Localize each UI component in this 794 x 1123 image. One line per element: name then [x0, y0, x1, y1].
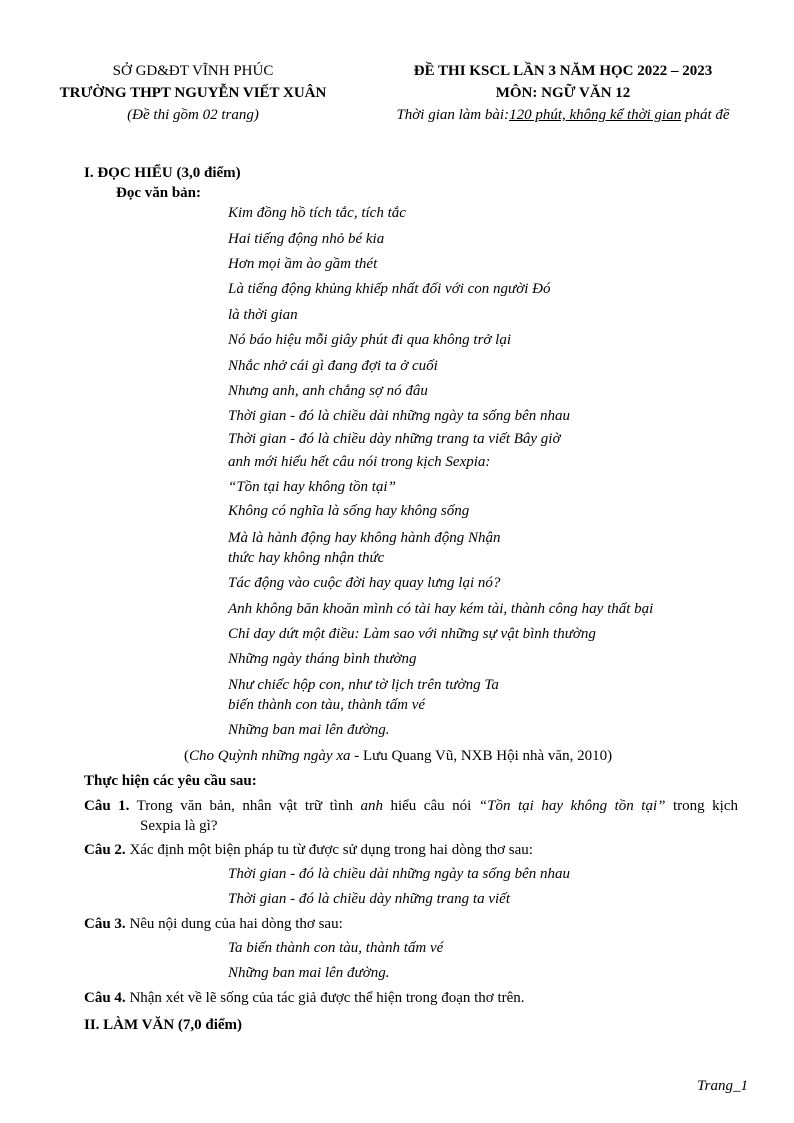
- question-1-text-c: trong kịch: [665, 798, 738, 814]
- question-3-verse: Những ban mai lên đường.: [228, 965, 390, 981]
- header-right: [378, 60, 748, 126]
- school-name: TRƯỜNG THPT NGUYỄN VIẾT XUÂN: [59, 85, 327, 101]
- poem-line: biến thành con tàu, thành tấm vé: [228, 697, 426, 713]
- poem-line: Hơn mọi ầm ào gầm thét: [228, 256, 378, 272]
- question-3-label: Câu 3.: [84, 916, 126, 932]
- poem-line: Thời gian - đó là chiều dài những ngày ta sống bên nhau: [228, 408, 570, 424]
- department-name: SỞ GD&ĐT VĨNH PHÚC: [112, 63, 274, 79]
- source-rest: - Lưu Quang Vũ, NXB Hội nhà văn, 2010): [350, 748, 613, 764]
- question-1-text-b: hiểu câu nói: [382, 798, 479, 814]
- question-4: [84, 988, 525, 1008]
- poem-line: Những ngày tháng bình thường: [228, 651, 417, 667]
- question-1-label: Câu 1.: [84, 798, 130, 814]
- question-2-verse: Thời gian - đó là chiều dài những ngày ta sống bên nhau: [228, 866, 570, 882]
- poem-line: là thời gian: [228, 307, 298, 323]
- section-2-title: II. LÀM VĂN (7,0 điểm): [84, 1017, 243, 1033]
- poem-line: anh mới hiểu hết câu nói trong kịch Sexpia:: [228, 454, 491, 470]
- time-value: 120 phút, không kể thời gian: [509, 107, 682, 123]
- source-title: Cho Quỳnh những ngày xa: [189, 748, 351, 764]
- pages-note: (Đề thi gồm 02 trang): [127, 107, 259, 123]
- poem-line: thức hay không nhận thức: [228, 550, 385, 566]
- read-label: Đọc văn bản:: [116, 185, 202, 201]
- poem-line: Thời gian - đó là chiều dày những trang ta viết Bây giờ: [228, 431, 561, 447]
- subject: MÔN: NGỮ VĂN 12: [495, 85, 631, 101]
- poem-line: Không có nghĩa là sống hay không sống: [228, 503, 470, 519]
- poem-line: Nhắc nhở cái gì đang đợi ta ở cuối: [228, 358, 438, 374]
- poem-line: Tác động vào cuộc đời hay quay lưng lại nó?: [228, 575, 501, 591]
- poem-line: “Tồn tại hay không tồn tại”: [228, 479, 396, 495]
- question-1-anh: anh: [360, 798, 383, 814]
- tasks-label: Thực hiện các yêu cầu sau:: [84, 773, 257, 789]
- page-number: Trang_1: [697, 1078, 748, 1094]
- question-2-label: Câu 2.: [84, 842, 126, 858]
- poem-line: Những ban mai lên đường.: [228, 722, 390, 738]
- question-1-continuation: Sexpia là gì?: [140, 818, 218, 834]
- poem-line: Anh không băn khoăn mình có tài hay kém tài, thành công hay thất bại: [228, 601, 654, 617]
- header-left: [52, 60, 334, 126]
- time-prefix: Thời gian làm bài:: [396, 107, 510, 123]
- poem-line: Chỉ day dứt một điều: Làm sao với những sự vật bình thường: [228, 626, 596, 642]
- question-3-verse: Ta biến thành con tàu, thành tấm vé: [228, 940, 444, 956]
- source-open: (: [184, 748, 189, 764]
- section-1-title: I. ĐỌC HIỂU (3,0 điểm): [84, 165, 241, 181]
- exam-title: ĐỀ THI KSCL LẦN 3 NĂM HỌC 2022 – 2023: [413, 63, 713, 79]
- question-2-text: Xác định một biện pháp tu từ được sử dụng trong hai dòng thơ sau:: [125, 842, 533, 858]
- time-note: [378, 104, 748, 126]
- poem-line: Hai tiếng động nhỏ bé kia: [228, 231, 385, 247]
- question-1-quote: “Tồn tại hay không tồn tại”: [478, 798, 666, 814]
- poem-line: Nhưng anh, anh chẳng sợ nó đâu: [228, 383, 428, 399]
- question-4-text: Nhận xét về lẽ sống của tác giả được thể hiện trong đoạn thơ trên.: [125, 990, 525, 1006]
- question-3: [84, 914, 343, 934]
- poem-source: [184, 746, 612, 766]
- time-suffix: phát đề: [681, 107, 730, 123]
- poem-line: Mà là hành động hay không hành động Nhận: [228, 530, 501, 546]
- question-1-text-a: Trong văn bản, nhân vật trữ tình: [129, 798, 361, 814]
- question-3-text: Nêu nội dung của hai dòng thơ sau:: [125, 916, 343, 932]
- question-2-verse: Thời gian - đó là chiều dày những trang ta viết: [228, 891, 510, 907]
- question-1: [84, 796, 738, 816]
- poem-line: Kim đồng hồ tích tắc, tích tắc: [228, 205, 406, 221]
- poem-line: Là tiếng động khủng khiếp nhất đối với con người Đó: [228, 281, 551, 297]
- question-4-label: Câu 4.: [84, 990, 126, 1006]
- poem-line: Như chiếc hộp con, như tờ lịch trên tường Ta: [228, 677, 499, 693]
- question-2: [84, 840, 533, 860]
- poem-line: Nó báo hiệu mỗi giây phút đi qua không trở lại: [228, 332, 511, 348]
